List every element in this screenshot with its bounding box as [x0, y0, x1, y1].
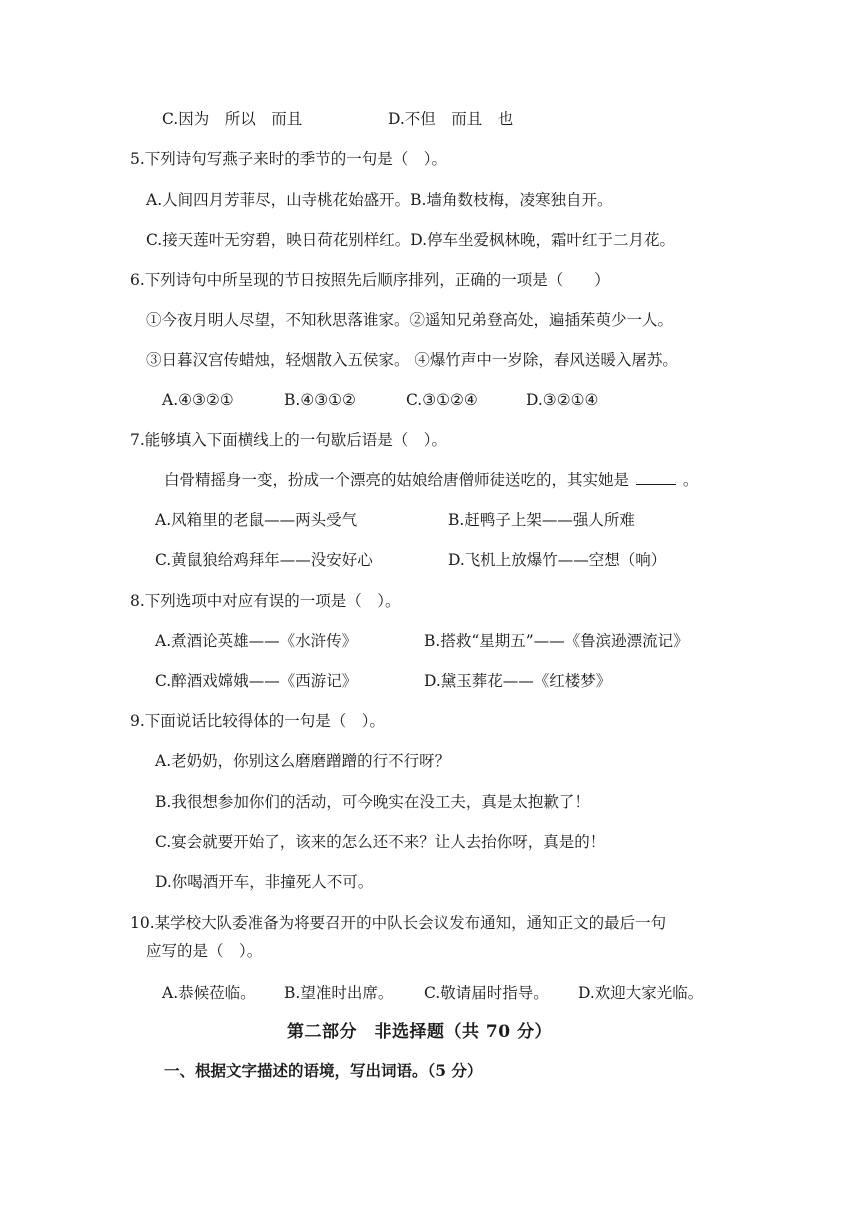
q6-option-c: C.③①②④ — [406, 391, 478, 409]
q8-option-d: D.黛玉葬花——《红楼梦》 — [424, 672, 612, 690]
q10-option-d: D.欢迎大家光临。 — [578, 984, 704, 1002]
q5-stem: 5.下列诗句写燕子来时的季节的一句是（ ）。 — [130, 150, 448, 168]
q6-option-a: A.④③②① — [162, 391, 234, 409]
q9-stem: 9.下面说话比较得体的一句是（ ）。 — [130, 712, 386, 730]
q9-option-c: C.宴会就要开始了，该来的怎么还不来？让人去抬你呀，真是的！ — [155, 833, 606, 851]
q7-stem: 7.能够填入下面横线上的一句歇后语是（ ）。 — [130, 431, 448, 449]
q6-poem-line-1: ①今夜月明人尽望，不知秋思落谁家。②遥知兄弟登高处，遍插茱萸少一人。 — [146, 311, 674, 329]
q5-options-ab: A.人间四月芳菲尽，山寺桃花始盛开。B.墙角数枝梅，凌寒独自开。 — [146, 191, 613, 209]
q7-passage — [164, 469, 698, 491]
q8-option-c: C.醉酒戏嫦娥——《西游记》 — [155, 672, 358, 690]
q8-option-a: A.煮酒论英雄——《水浒传》 — [155, 632, 358, 650]
q8-option-b: B.搭救“星期五”——《鲁滨逊漂流记》 — [424, 632, 689, 650]
q6-option-d: D.③②①④ — [526, 391, 599, 409]
q7-option-b: B.赶鸭子上架——强人所难 — [448, 511, 635, 529]
q4-option-c: C.因为 所以 而且 — [162, 110, 303, 128]
q9-option-a: A.老奶奶，你别这么磨磨蹭蹭的行不行呀？ — [155, 752, 451, 770]
q6-option-b: B.④③①② — [284, 391, 356, 409]
q7-passage-end: 。 — [682, 471, 699, 489]
q10-option-b: B.望准时出席。 — [284, 984, 394, 1002]
q7-passage-text: 白骨精摇身一变，扮成一个漂亮的姑娘给唐僧师徒送吃的，其实她是 — [164, 471, 630, 489]
q9-option-d: D.你喝酒开车，非撞死人不可。 — [155, 873, 374, 891]
part-two-title: 第二部分 非选择题（共 70 分） — [287, 1022, 552, 1042]
q5-options-cd: C.接天莲叶无穷碧，映日荷花别样红。D.停车坐爱枫林晚，霜叶红于二月花。 — [146, 231, 676, 249]
q10-option-c: C.敬请届时指导。 — [424, 984, 549, 1002]
q7-answer-blank[interactable] — [636, 470, 676, 485]
q4-option-d: D.不但 而且 也 — [388, 110, 514, 128]
q8-stem: 8.下列选项中对应有误的一项是（ ）。 — [130, 592, 401, 610]
section-one-heading: 一、根据文字描述的语境，写出词语。（5 分） — [164, 1061, 483, 1080]
q6-stem: 6.下列诗句中所呈现的节日按照先后顺序排列，正确的一项是（ ） — [130, 271, 610, 289]
q7-option-c: C.黄鼠狼给鸡拜年——没安好心 — [155, 551, 373, 569]
q9-option-b: B.我很想参加你们的活动，可今晚实在没工夫，真是太抱歉了！ — [155, 793, 590, 811]
q7-option-d: D.飞机上放爆竹——空想（响） — [448, 551, 667, 569]
q10-stem-line-2: 应写的是（ ）。 — [146, 942, 263, 960]
q10-stem-line-1: 10.某学校大队委准备为将要召开的中队长会议发布通知，通知正文的最后一句 — [130, 914, 667, 932]
q10-option-a: A.恭候莅临。 — [162, 984, 256, 1002]
q7-option-a: A.风箱里的老鼠——两头受气 — [155, 511, 358, 529]
q6-poem-line-2: ③日暮汉宫传蜡烛，轻烟散入五侯家。 ④爆竹声中一岁除，春风送暖入屠苏。 — [146, 351, 678, 369]
